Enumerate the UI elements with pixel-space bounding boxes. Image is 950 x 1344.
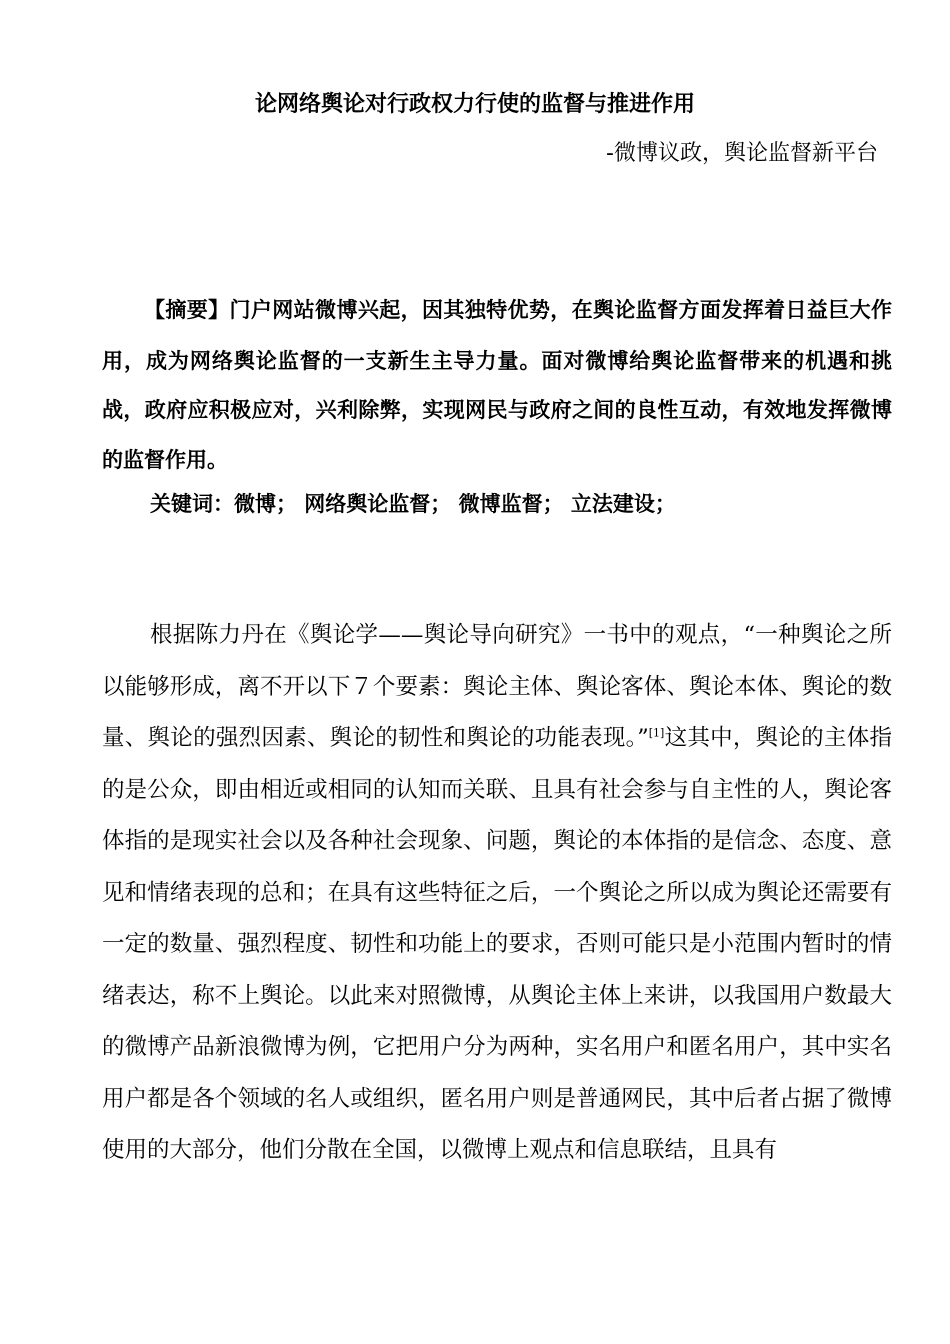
- keywords-label: 关键词：: [150, 492, 234, 516]
- body-paragraph: [102, 610, 892, 1177]
- keywords-text: 微博； 网络舆论监督； 微博监督； 立法建设；: [234, 491, 676, 516]
- document-subtitle: -微博议政，舆论监督新平台: [606, 141, 878, 166]
- abstract-text: 门户网站微博兴起，因其独特优势，在舆论监督方面发挥着日益巨大作用，成为网络舆论监督的一支新生主导力量。面对微博给舆论监督带来的机遇和挑战，政府应积极应对，兴利除弊，实现网民与政府之间的良性互动，有效地发挥微博的监督作用。: [102, 297, 892, 472]
- body-text-part1: 根据陈力丹在《舆论学——舆论导向研究》一书中的观点，“一种舆论之所以能够形成，离不开以下７个要素：舆论主体、舆论客体、舆论本体、舆论的数量、舆论的强烈因素、舆论的韧性和舆论的功能表现。”: [102, 622, 892, 751]
- abstract-paragraph: [102, 285, 892, 484]
- abstract-label: 【摘要】: [144, 298, 230, 322]
- body-text-part2: 这其中，舆论的主体指的是公众，即由相近或相同的认知而关联、且具有社会参与自主性的人，舆论客体指的是现实社会以及各种社会现象、问题，舆论的本体指的是信念、态度、意见和情绪表现的总和；在具有这些特征之后，一个舆论之所以成为舆论还需要有一定的数量、强烈程度、韧性和功能上的要求，否则可能只是小范围内暂时的情绪表达，称不上舆论。以此来对照微博，从舆论主体上来讲，以我国用户数最大的微博产品新浪微博为例，它把用户分为两种，实名用户和匿名用户，其中实名用户都是各个领域的名人或组织，匿名用户则是普通网民，其中后者占据了微博使用的大部分，他们分散在全国，以微博上观点和信息联结，且具有: [102, 725, 892, 1163]
- document-title: 论网络舆论对行政权力行使的监督与推进作用: [254, 92, 695, 117]
- keywords-paragraph: [102, 484, 892, 524]
- citation-reference: [1]: [648, 726, 665, 740]
